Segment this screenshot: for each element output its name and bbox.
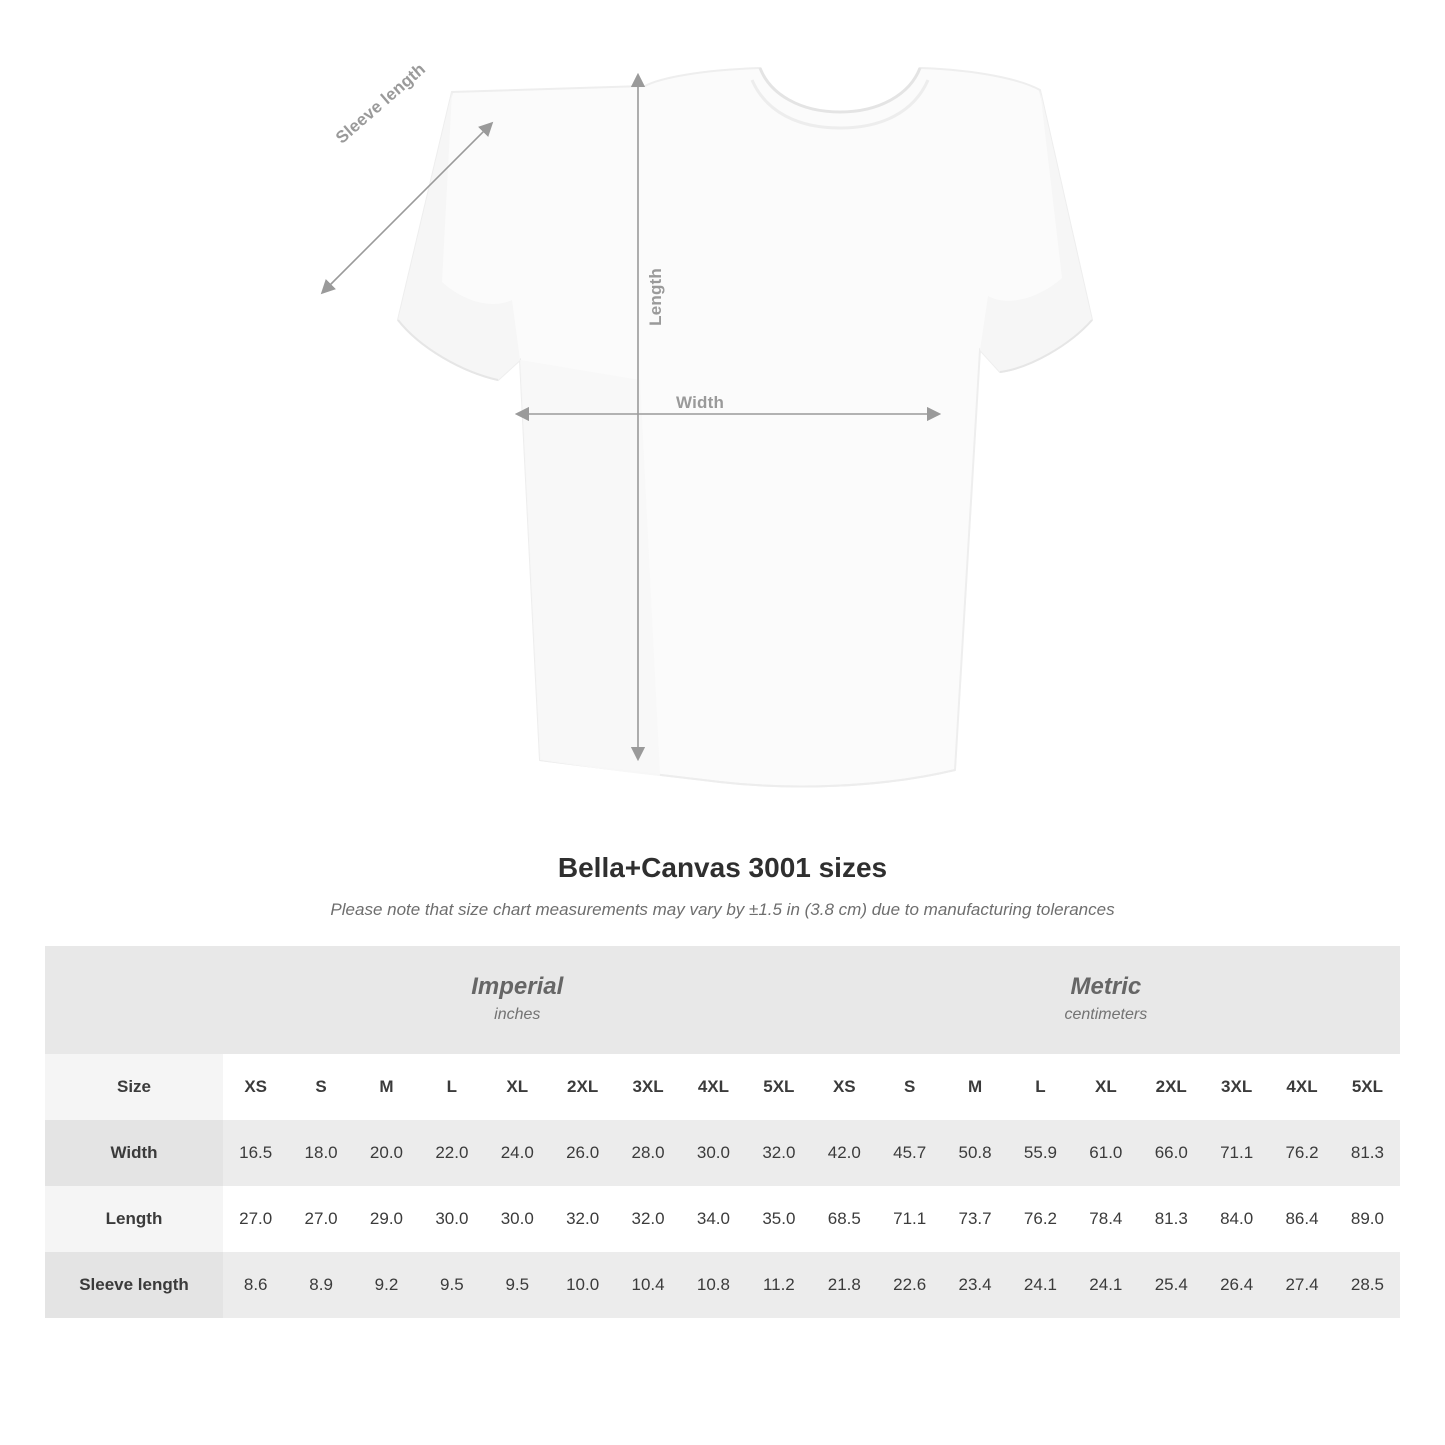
length-value-0: 27.0: [223, 1186, 288, 1252]
size-col-17: 5XL: [1335, 1054, 1400, 1120]
sleeve-value-5: 10.0: [550, 1252, 615, 1318]
sleeve-value-10: 22.6: [877, 1252, 942, 1318]
size-table: [45, 946, 1400, 1318]
size-col-13: XL: [1073, 1054, 1138, 1120]
size-col-9: XS: [812, 1054, 877, 1120]
length-value-5: 32.0: [550, 1186, 615, 1252]
unit-sub-metric: centimeters: [1064, 1006, 1148, 1024]
length-value-12: 76.2: [1008, 1186, 1073, 1252]
unit-header-metric: [812, 946, 1401, 1054]
width-value-6: 28.0: [615, 1120, 680, 1186]
sleeve-value-17: 28.5: [1335, 1252, 1400, 1318]
size-col-1: S: [288, 1054, 353, 1120]
size-table-wrapper: [45, 946, 1400, 1318]
width-value-11: 50.8: [942, 1120, 1007, 1186]
length-value-10: 71.1: [877, 1186, 942, 1252]
length-value-11: 73.7: [942, 1186, 1007, 1252]
table-row-length: [45, 1186, 1400, 1252]
length-value-4: 30.0: [485, 1186, 550, 1252]
sleeve-value-14: 25.4: [1139, 1252, 1204, 1318]
width-value-4: 24.0: [485, 1120, 550, 1186]
sleeve-value-0: 8.6: [223, 1252, 288, 1318]
length-value-7: 34.0: [681, 1186, 746, 1252]
width-dimension-label: Width: [676, 393, 725, 412]
size-col-0: XS: [223, 1054, 288, 1120]
table-row-width: [45, 1120, 1400, 1186]
sleeve-value-8: 11.2: [746, 1252, 811, 1318]
table-row-sleeve-length: [45, 1252, 1400, 1318]
length-dimension-label: Length: [646, 268, 665, 326]
length-value-9: 68.5: [812, 1186, 877, 1252]
size-col-7: 4XL: [681, 1054, 746, 1120]
length-value-2: 29.0: [354, 1186, 419, 1252]
size-col-4: XL: [485, 1054, 550, 1120]
width-value-16: 76.2: [1269, 1120, 1334, 1186]
length-value-13: 78.4: [1073, 1186, 1138, 1252]
size-col-16: 4XL: [1269, 1054, 1334, 1120]
size-col-3: L: [419, 1054, 484, 1120]
width-value-10: 45.7: [877, 1120, 942, 1186]
width-value-0: 16.5: [223, 1120, 288, 1186]
width-value-9: 42.0: [812, 1120, 877, 1186]
size-col-2: M: [354, 1054, 419, 1120]
unit-sub-imperial: inches: [494, 1006, 541, 1024]
length-value-16: 86.4: [1269, 1186, 1334, 1252]
sleeve-value-1: 8.9: [288, 1252, 353, 1318]
size-col-10: S: [877, 1054, 942, 1120]
unit-name-metric: Metric: [1070, 973, 1142, 1001]
length-value-8: 35.0: [746, 1186, 811, 1252]
width-value-12: 55.9: [1008, 1120, 1073, 1186]
sleeve-value-6: 10.4: [615, 1252, 680, 1318]
width-value-17: 81.3: [1335, 1120, 1400, 1186]
width-value-13: 61.0: [1073, 1120, 1138, 1186]
length-value-1: 27.0: [288, 1186, 353, 1252]
width-value-1: 18.0: [288, 1120, 353, 1186]
size-col-6: 3XL: [615, 1054, 680, 1120]
row-label-length: Length: [45, 1186, 223, 1252]
page-title: Bella+Canvas 3001 sizes: [557, 852, 888, 883]
size-col-8: 5XL: [746, 1054, 811, 1120]
length-value-17: 89.0: [1335, 1186, 1400, 1252]
size-col-12: L: [1008, 1054, 1073, 1120]
sleeve-value-9: 21.8: [812, 1252, 877, 1318]
size-col-14: 2XL: [1139, 1054, 1204, 1120]
size-col-11: M: [942, 1054, 1007, 1120]
size-col-5: 2XL: [550, 1054, 615, 1120]
unit-header-imperial: [223, 946, 812, 1054]
unit-header-row: [45, 946, 1400, 1054]
sleeve-value-7: 10.8: [681, 1252, 746, 1318]
width-value-14: 66.0: [1139, 1120, 1204, 1186]
width-value-3: 22.0: [419, 1120, 484, 1186]
sleeve-length-dimension-label: Sleeve length: [332, 59, 430, 148]
width-value-8: 32.0: [746, 1120, 811, 1186]
sleeve-value-4: 9.5: [485, 1252, 550, 1318]
sleeve-value-3: 9.5: [419, 1252, 484, 1318]
length-value-14: 81.3: [1139, 1186, 1204, 1252]
width-value-5: 26.0: [550, 1120, 615, 1186]
title-block: [0, 852, 1445, 920]
sleeve-value-2: 9.2: [354, 1252, 419, 1318]
unit-header-spacer: [45, 946, 223, 1054]
tolerance-note: Please note that size chart measurements may vary by ±1.5 in (3.8 cm) due to manufacturing tolerances: [330, 900, 1115, 919]
size-col-15: 3XL: [1204, 1054, 1269, 1120]
sleeve-value-13: 24.1: [1073, 1252, 1138, 1318]
unit-name-imperial: Imperial: [471, 973, 564, 1001]
width-value-7: 30.0: [681, 1120, 746, 1186]
length-value-6: 32.0: [615, 1186, 680, 1252]
sleeve-value-16: 27.4: [1269, 1252, 1334, 1318]
row-label-sleeve-length: Sleeve length: [45, 1252, 223, 1318]
sleeve-value-12: 24.1: [1008, 1252, 1073, 1318]
row-header-size: Size: [45, 1054, 223, 1120]
row-label-width: Width: [45, 1120, 223, 1186]
size-header-row: [45, 1054, 1400, 1120]
length-value-3: 30.0: [419, 1186, 484, 1252]
width-value-15: 71.1: [1204, 1120, 1269, 1186]
length-value-15: 84.0: [1204, 1186, 1269, 1252]
sleeve-value-15: 26.4: [1204, 1252, 1269, 1318]
width-value-2: 20.0: [354, 1120, 419, 1186]
sleeve-value-11: 23.4: [942, 1252, 1007, 1318]
